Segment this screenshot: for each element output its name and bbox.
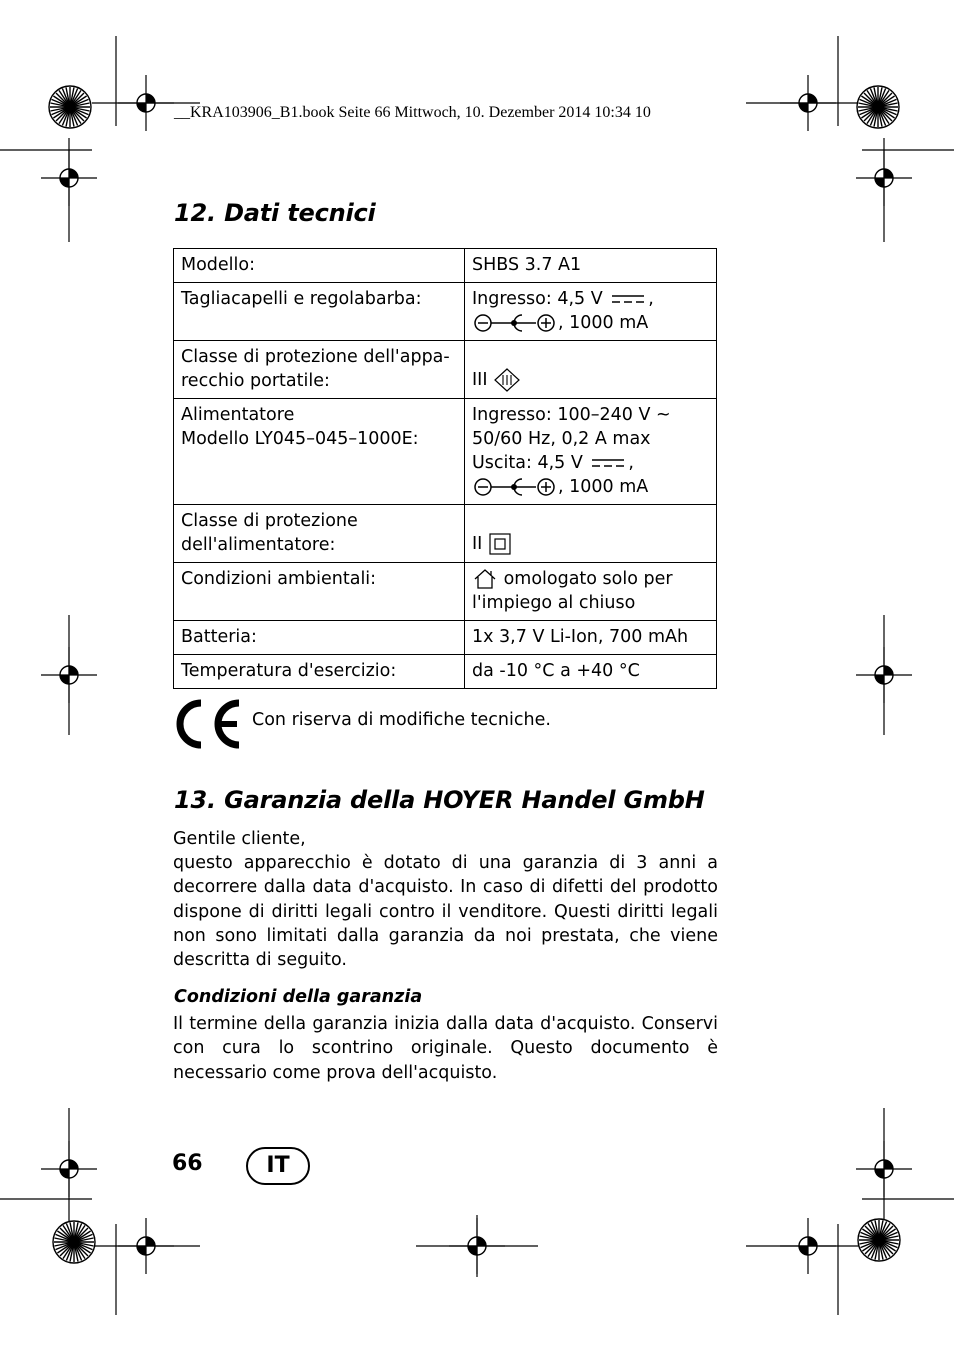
warranty-conditions-text: Il termine della garanzia inizia dalla data d'acquisto. Conservi con cura lo scontrino originale. Questo documento è necessario come prova dell'acquisto. — [173, 1014, 718, 1083]
language-badge: IT — [246, 1147, 310, 1185]
warranty-conditions-title: Condizioni della garanzia — [174, 987, 423, 1007]
spec-label: Alimentatore Modello LY045–045–1000E: — [174, 399, 465, 505]
spec-label: Condizioni ambientali: — [174, 563, 465, 621]
spec-value: Ingresso: 4,5 V , , 1000 mA — [465, 283, 717, 341]
spec-label: Modello: — [174, 249, 465, 283]
spec-value: SHBS 3.7 A1 — [465, 249, 717, 283]
dc-symbol-icon — [608, 292, 648, 306]
warranty-intro: questo apparecchio è dotato di una garanzia di 3 anni a decorrere dalla data d'acquisto. In caso di difetti del prodotto dispone di diritti legali contro il venditore. Questi diritti legali non sono limitati dalla garanzia da noi prestata, che viene descritta di seguito. — [173, 853, 718, 971]
section-13-title: 13. Garanzia della HOYER Handel GmbH — [174, 786, 705, 814]
print-header: __KRA103906_B1.book Seite 66 Mittwoch, 10. Dezember 2014 10:34 10 — [174, 104, 651, 121]
spec-label: Classe di protezione dell'appa- recchio portatile: — [174, 341, 465, 399]
ce-note: Con riserva di modifiche tecniche. — [252, 710, 551, 730]
ce-mark-icon — [173, 698, 245, 750]
greeting: Gentile cliente, — [173, 829, 306, 849]
table-row — [174, 655, 717, 689]
table-row — [174, 399, 717, 505]
spec-value: 1x 3,7 V Li-Ion, 700 mAh — [465, 621, 717, 655]
polarity-icon — [472, 312, 558, 334]
table-row — [174, 283, 717, 341]
spec-value: II — [465, 505, 717, 563]
protection-class-ii-icon — [488, 532, 512, 556]
spec-value: Ingresso: 100–240 V ~ 50/60 Hz, 0,2 A max Uscita: 4,5 V , , 1000 mA — [465, 399, 717, 505]
table-row — [174, 621, 717, 655]
spec-value: da -10 °C a +40 °C — [465, 655, 717, 689]
spec-label: Classe di protezione dell'alimentatore: — [174, 505, 465, 563]
table-row — [174, 563, 717, 621]
table-row — [174, 249, 717, 283]
spec-label: Temperatura d'esercizio: — [174, 655, 465, 689]
dc-symbol-icon — [588, 456, 628, 470]
spec-label: Batteria: — [174, 621, 465, 655]
indoor-use-icon — [472, 568, 498, 590]
table-row — [174, 505, 717, 563]
table-row — [174, 341, 717, 399]
section-12-title: 12. Dati tecnici — [174, 199, 376, 227]
specs-table — [173, 248, 717, 689]
spec-value: omologato solo per l'impiego al chiuso — [465, 563, 717, 621]
spec-label: Tagliacapelli e regolabarba: — [174, 283, 465, 341]
polarity-icon — [472, 476, 558, 498]
spec-value: III — [465, 341, 717, 399]
page-number: 66 — [172, 1151, 203, 1176]
protection-class-iii-icon — [493, 368, 521, 392]
